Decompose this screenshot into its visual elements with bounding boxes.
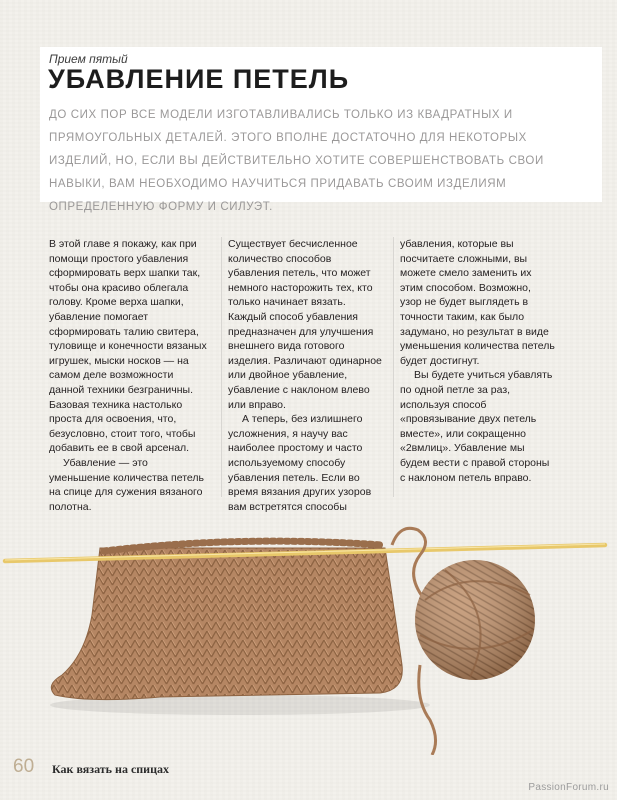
page-title: УБАВЛЕНИЕ ПЕТЕЛЬ [48,64,350,94]
paragraph: В этой главе я покажу, как при помощи простого убавления сформировать верх шапки так, чтобы она красиво облегала голову. Кроме верха шапки, убавление помогает сформировать талию свитера, туловище и конечности вязаных игрушек, мыски носков — на самом деле возможности данной техники безграничны. Базовая техника настолько проста для освоения, что, безусловно, стоит того, чтобы добавить ее в свой арсенал. [49,238,207,455]
watermark: PassionForum.ru [528,782,609,793]
paragraph: убавления, которые вы посчитаете сложными, вы можете смело заменить их этим способом. Возможно, узор не будет выглядеть в точности таким, как было задумано, но результат в виде уменьшения количества петель будет достигнут. [400,238,555,367]
paragraph: А теперь, без излишнего усложнения, я научу вас наиболее простому и часто используемому способу убавления петель. Если во время вязания других узоров вам встретятся способы [228,413,372,513]
page-number: 60 [13,756,35,777]
paragraph: Убавление — это уменьшение количества петель на спице для сужения вязаного полотна. [49,456,204,513]
knitted-swatch [51,548,402,700]
paragraph: Существует бесчисленное количество способов убавления петель, что может немного насторожить тех, кто только начинает вязать. Каждый способ убавления предназначен для улучшения внешнего вида готового изделия. Различают одинарное или двойное убавление, убавление с наклоном влево или вправо. [228,238,382,411]
knitting-photo [0,505,617,755]
intro-text: ДО СИХ ПОР ВСЕ МОДЕЛИ ИЗГОТАВЛИВАЛИСЬ ТОЛЬКО ИЗ КВАДРАТНЫХ И ПРЯМОУГОЛЬНЫХ ДЕТАЛЕЙ. ЭТОГО ВПОЛНЕ ДОСТАТОЧНО ДЛЯ НЕКОТОРЫХ ИЗДЕЛИЙ, НО, ЕСЛИ ВЫ ДЕЙСТВИТЕЛЬНО ХОТИТЕ СОВЕРШЕНСТВОВАТЬ СВОИ НАВЫКИ, ВАМ НЕОБХОДИМО НАУЧИТЬСЯ ПРИДАВАТЬ СВОИМ ИЗДЕЛИЯМ ОПРЕДЕЛЕННУЮ ФОРМУ И СИЛУЭТ. [49,109,544,213]
section-label: Прием пятый [49,52,128,66]
text-column-3 [393,237,565,497]
book-title: Как вязать на спицах [52,762,170,776]
yarn-ball [415,560,535,680]
body-columns [49,237,565,513]
paragraph: Вы будете учиться убавлять по одной петле за раз, используя способ «провязывание двух петель вместе», или сокращенно «2вмлиц». Убавление мы будем вести с правой стороны с наклоном петель вправо. [400,369,553,484]
text-column-1 [49,237,221,513]
text-column-2 [221,237,393,513]
